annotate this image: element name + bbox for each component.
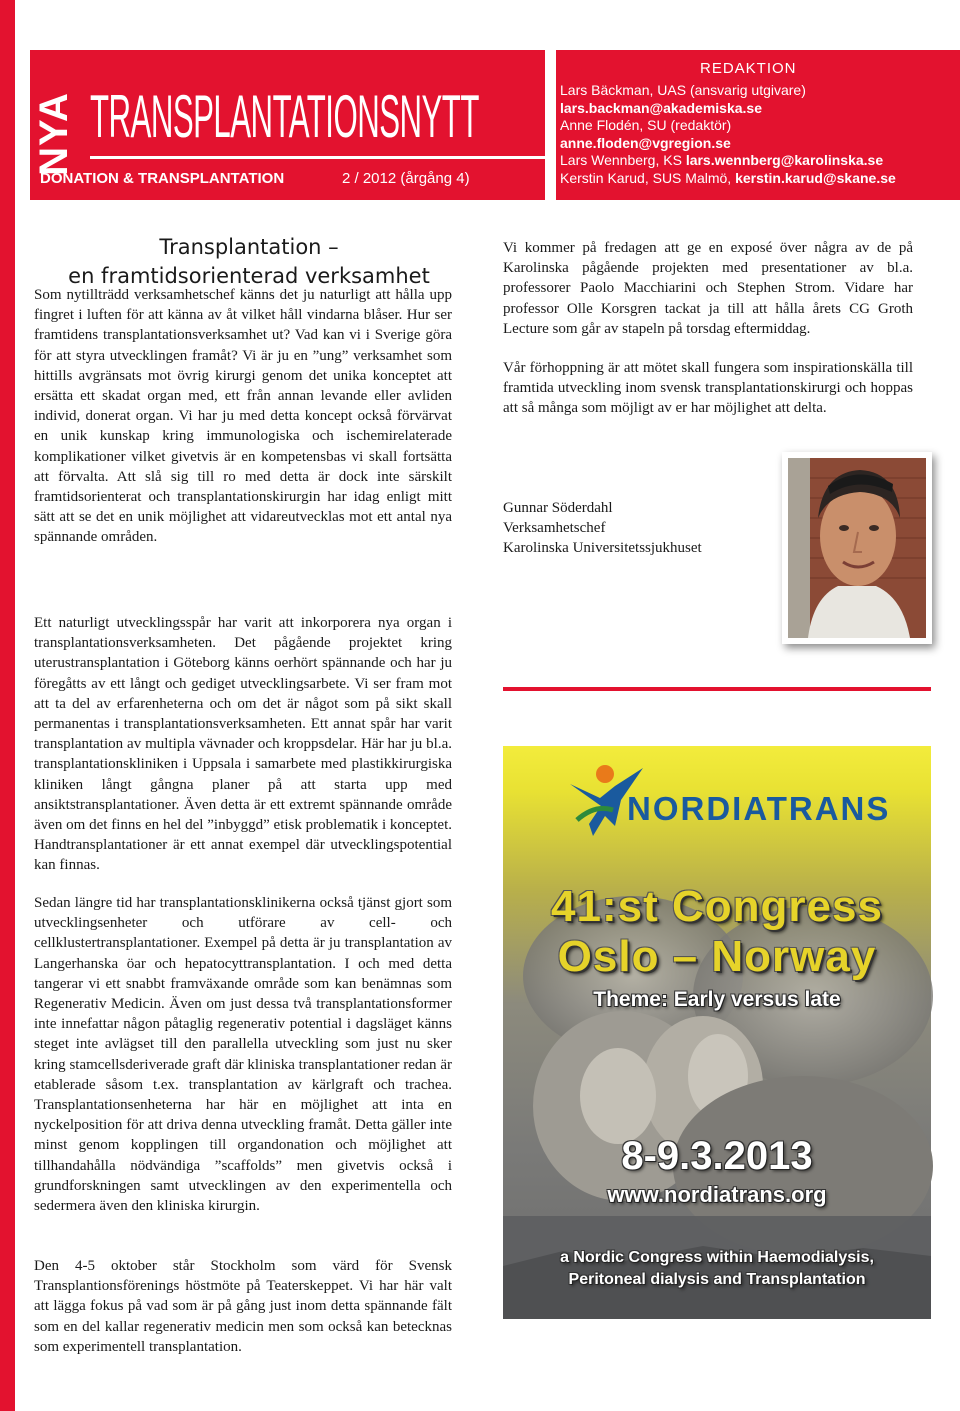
redaktion-email-1[interactable]: lars.backman@akademiska.se [560, 99, 763, 116]
ad-date: 8-9.3.2013 [621, 1134, 813, 1178]
redaktion-box [556, 50, 960, 200]
portrait-illustration [788, 458, 926, 638]
article-title [34, 233, 464, 291]
article-paragraph-5 [503, 238, 913, 339]
right-column-red-rule [503, 687, 931, 691]
paragraph-1-text: Som nytillträdd verksamhetschef känns det ju naturligt att hålla upp fingret i luften för att känna av åt vilket håll vindarna blåser. Hur ser framtidens transplantationsverksamhet ut? Vad kan vi i Sverige göra för att styra utvecklingen framåt? Vi är ju en ”ung” verksamhet som hittills avgränsats mot övrig kirurgi genom det unika konceptet att ersätta ett skadat organ med, ett från annan levande eller avliden individ, donerat organ. Vi har ju med detta koncept också förvärvat en unik kunskap kring immunologiska och ischemirelaterade komplikationer vilket givetvis är en kompetensbas vi skall fortsätta att förvalta. Att slå sig till ro med detta är dock inte särskilt framtidsorienterat och transplantationskirurgin har idag enligt mitt sätt att se det en unik möjlighet att vidareutvecklas mot ett antal nya spännande områden. [34, 287, 452, 546]
nordiatrans-ad[interactable] [503, 746, 931, 1319]
masthead-rule [90, 156, 560, 159]
article-paragraph-4 [34, 1256, 452, 1357]
masthead-nya: NYA [32, 92, 76, 176]
portrait-photo [788, 458, 926, 638]
ad-logo-text: NORDIATRANS [627, 790, 891, 827]
redaktion-name-4: Kerstin Karud, SUS Malmö, [560, 169, 736, 186]
redaktion-email-3[interactable]: lars.wennberg@karolinska.se [685, 152, 884, 169]
paragraph-5-text: Vi kommer på fredagen att ge en exposé över några av de på Karolinska pågående projekten med presentationer av bl.a. professorer Paolo Macchiarini och Stephen Strom. Vidare har professor Olle Korsgren tackat ja till att hålla årets CG Groth Lecture som går av stapeln på torsdag eftermiddag. [503, 240, 913, 337]
ad-theme: Theme: Early versus late [593, 988, 841, 1011]
article-paragraph-1 [34, 285, 452, 548]
article-paragraph-3 [34, 893, 452, 1216]
ad-url[interactable]: www.nordiatrans.org [607, 1182, 827, 1207]
redaktion-line-5 [560, 152, 896, 170]
article-title-line-1: Transplantation – [159, 235, 339, 259]
paragraph-3-text: Sedan längre tid har transplantationsklinikerna också tjänst gjort som utvecklingsenheter och utförare av cell- och cellklustertransplantationer. Exempel på detta är ju transplantation av Langerhanska öar och hepatocyttransplantation. I och med detta tangerar vi ett snabbt framväxande område som kan benämnas som Regenerativ Medicin. Även om just dessa två transplantationsformer inte innefattar någon påtaglig regenerativ potential i dagsläget känns steget inte avlägset till den parallella utveckling som just nu sker kring stamcellsderiverade graft där kliniska transplantationer redan är etablerade såsom t.ex. transplantation av kärlgraft och trachea. Transplantationsenheterna har här en möjlighet att inta en nyckelposition för att driva denna utveckling framåt. Detta gäller inte minst genom kopplingen till organdonation och möjlighet att tillhandahålla nödvändiga ”scaffolds” men givetvis också i grundforskningen samt utvecklingen av den experimentella och sedermera även den kliniska kirurgin. [34, 895, 452, 1215]
redaktion-line-6 [560, 170, 896, 188]
paragraph-2-text: Ett naturligt utvecklingsspår har varit att inkorporera nya organ i transplantationsverksamheten. Det pågående projektet kring uterustransplantation i Göteborg känns oerhört spännande och har ju föregåtts av ett långt och gediget utvecklingsarbete. Vi ser fram mot att ta del av erfarenheterna och om det är något som på sikt skall permanentas i transplantationsverksamheten. Ett annat spår har varit transplantation av multipla vävnader och kroppsdelar. Här har ju bl.a. transplantationskliniken i Uppsala i samarbete med plastikkirurgiska kliniken långt gångna planer på att starta upp med ansiktstransplantationer. Även detta är ett extremt spännande område även om det finns en hel del ”inbyggd” etisk problematik i konceptet. Handtransplantationer är ett annat exempel där utvecklingspotential kan finnas. [34, 615, 452, 874]
redaktion-email-4[interactable]: kerstin.karud@skane.se [735, 169, 896, 186]
masthead-subtitle: DONATION & TRANSPLANTATION [40, 170, 285, 187]
signature-role: Verksamhetschef [503, 520, 606, 537]
left-red-stripe [0, 0, 15, 1411]
portrait-photo-frame [782, 452, 932, 644]
redaktion-email-2[interactable]: anne.floden@vgregion.se [560, 134, 731, 151]
masthead [30, 50, 545, 200]
ad-tagline-1: a Nordic Congress within Haemodialysis, [560, 1249, 874, 1266]
redaktion-name-3: Lars Wennberg, KS [560, 152, 686, 169]
signature [503, 498, 763, 559]
article-paragraph-6 [503, 358, 913, 419]
paragraph-6-text: Vår förhoppning är att mötet skall fungera som inspirationskälla till framtida utveckling inom svensk transplantationskirurgi och hoppas att så många som möjligt av er har möjlighet att delta. [503, 360, 913, 417]
paragraph-4-text: Den 4-5 oktober står Stockholm som värd för Svensk Transplantionsförenings höstmöte på Teaterskeppet. Vi har här valt att lägga fokus på vad som är på gång just inom detta spännande fält som en del kallar regenerativ medicin men som också kan betecknas som experimentell transplantation. [34, 1258, 452, 1355]
redaktion-line-1: Lars Bäckman, UAS (ansvarig utgivare) [560, 82, 806, 98]
article-paragraph-2 [34, 613, 452, 876]
ad-location: Oslo – Norway [557, 932, 877, 981]
masthead-title: TRANSPLANTATIONSNYTT [90, 83, 479, 150]
redaktion-line-3: Anne Flodén, SU (redaktör) [560, 117, 732, 134]
ad-congress-title: 41:st Congress [551, 882, 883, 931]
signature-org: Karolinska Universitetssjukhuset [503, 540, 702, 557]
ad-sculpture-background [503, 746, 931, 1319]
redaktion-lines [560, 82, 896, 188]
signature-name: Gunnar Söderdahl [503, 500, 613, 516]
masthead-issue: 2 / 2012 (årgång 4) [342, 170, 470, 187]
redaktion-heading: REDAKTION [700, 60, 797, 77]
ad-tagline-2: Peritoneal dialysis and Transplantation [568, 1271, 866, 1288]
article-title-line-2: en framtidsorienterad verksamhet [68, 264, 430, 288]
